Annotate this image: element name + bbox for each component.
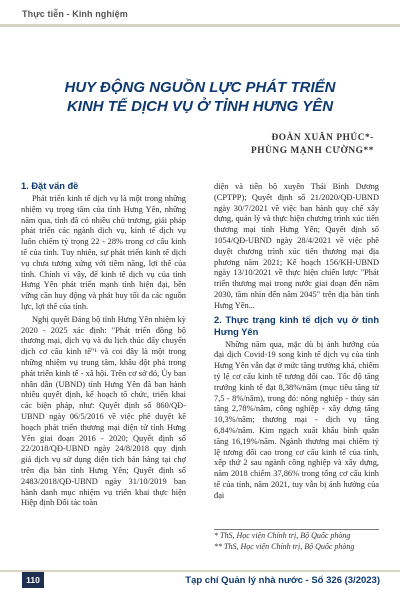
- paragraph: Những năm qua, mặc dù bị ảnh hưởng của đại dịch Covid-19 song kinh tế dịch vụ của tỉnh Hưng Yên vẫn đạt ở mức tăng trưởng khá, chiếm tỷ lệ cơ cấu kinh tế tương đối cao. Tốc độ tăng trưởng kinh tế đạt 8,38%/năm (mục tiêu tăng từ 7,5 - 8%/năm), trong đó: nông nghiệp - thủy sản tăng 2,78%/năm, công nghiệp - xây dựng tăng 10,3%/năm; thương mại - dịch vụ tăng 6,84%/năm. Kim ngạch xuất khẩu bình quân tăng 16,19%/năm. Ngành thương mại chiếm tỷ lệ tương đối cao trong cơ cấu kinh tế của tỉnh, xếp thứ 2 sau ngành công nghiệp và xây dựng, năm 2018 chiếm 37,86% trong tổng cơ cấu kinh tế của tỉnh, năm 2021, tuy vẫn bị ảnh hưởng của đại: [214, 339, 379, 500]
- footnotes: [214, 531, 389, 552]
- article-title-line-1: HUY ĐỘNG NGUỒN LỰC PHÁT TRIỂN: [64, 79, 336, 96]
- author-1: ĐOÀN XUÂN PHÚC*-: [271, 133, 374, 143]
- section-label: Thực tiễn - Kinh nghiệm: [22, 9, 128, 19]
- author-2: PHÙNG MẠNH CƯỜNG**: [250, 146, 374, 156]
- paragraph: Nghị quyết Đảng bộ tỉnh Hưng Yên nhiệm kỳ 2020 - 2025 xác định: "Phát triển đồng bộ thương mại, dịch vụ và du lịch thúc đẩy chuyển dịch cơ cấu kinh tế"¹ và coi đây là một trong những nhiệm vụ trung tâm, khâu đột phá trong phát triển kinh tế - xã hội. Trên cơ sở đó, Ủy ban nhân dân (UBND) tỉnh Hưng Yên đã ban hành nhiều quyết định, kế hoạch tổ chức, triển khai các biện pháp, như: Quyết định số 860/QĐ-UBND ngày 06/5/2016 về việc phê duyệt kế hoạch phát triển thương mại điện tử tỉnh Hưng Yên giai đoạn 2016 - 2020; Quyết định số 22/2018/QĐ-UBND ngày 24/8/2018 quy định giá dịch vụ sử dụng diện tích bán hàng tại chợ trên địa bàn tỉnh Hưng Yên; Quyết định số 2483/2018/QĐ-UBND ngày 31/10/2019 ban hành danh mục nhiệm vụ triển khai thực hiện Hiệp định Đối tác toàn: [21, 314, 186, 508]
- footnote-1: * ThS, Học viện Chính trị, Bộ Quốc phòng: [214, 531, 351, 540]
- section-heading-2: 2. Thực trạng kinh tế dịch vụ ở tỉnh Hưng Yên: [214, 314, 379, 337]
- paragraph: diện và tiến bộ xuyên Thái Bình Dương (CPTPP); Quyết định số 21/2020/QĐ-UBND ngày 30/7/2021 về việc ban hành quy chế xây dựng, quản lý và thực hiện chương trình xúc tiến thương mại tỉnh Hưng Yên; Quyết định số 1054/QĐ-UBND ngày 28/4/2021 về việc phê duyệt chương trình xúc tiến thương mại địa phương năm 2021; Kế hoạch 156/KH-UBND ngày 13/10/2021 về thực hiện chiến lược "Phát triển thương mại trong nước giai đoạn đến năm 2030, tầm nhìn đến năm 2045" trên địa bàn tỉnh Hưng Yên...: [214, 182, 379, 310]
- footnote-rule: [214, 529, 379, 530]
- right-column: [214, 182, 379, 504]
- footnote-2: ** ThS, Học viện Chính trị, Bộ Quốc phòng: [214, 541, 355, 551]
- authors: [251, 132, 374, 158]
- page-number: 110: [22, 572, 44, 588]
- section-heading-1: 1. Đặt vấn đề: [21, 181, 79, 191]
- page-header: [0, 0, 400, 44]
- article-title-line-2: KINH TẾ DỊCH VỤ Ở TỈNH HƯNG YÊN: [66, 98, 334, 115]
- paragraph: Phát triển kinh tế dịch vụ là một trong những nhiệm vụ trọng tâm của tỉnh Hưng Yên, những năm qua, tỉnh đã có nhiều chủ trương, giải pháp phát triển các ngành dịch vụ, kinh tế dịch vụ luôn chiếm tỷ trọng 22 - 28% trong cơ cấu kinh tế của tỉnh. Tuy nhiên, sự phát triển kinh tế dịch vụ chưa tương xứng với tiềm năng, lợi thế của tỉnh. Chính vì vậy, để kinh tế dịch vụ của tỉnh Hưng Yên phát triển mạnh tỉnh hiện đại, bền vững cần huy động và phát huy tối đa các nguồn lực, lợi thế của tỉnh.: [21, 194, 186, 311]
- header-rule: [0, 24, 400, 27]
- journal-name: Tạp chí Quản lý nhà nước - Số 326 (3/2023): [185, 575, 380, 586]
- footer-rule: [0, 570, 400, 572]
- left-column: [21, 180, 186, 511]
